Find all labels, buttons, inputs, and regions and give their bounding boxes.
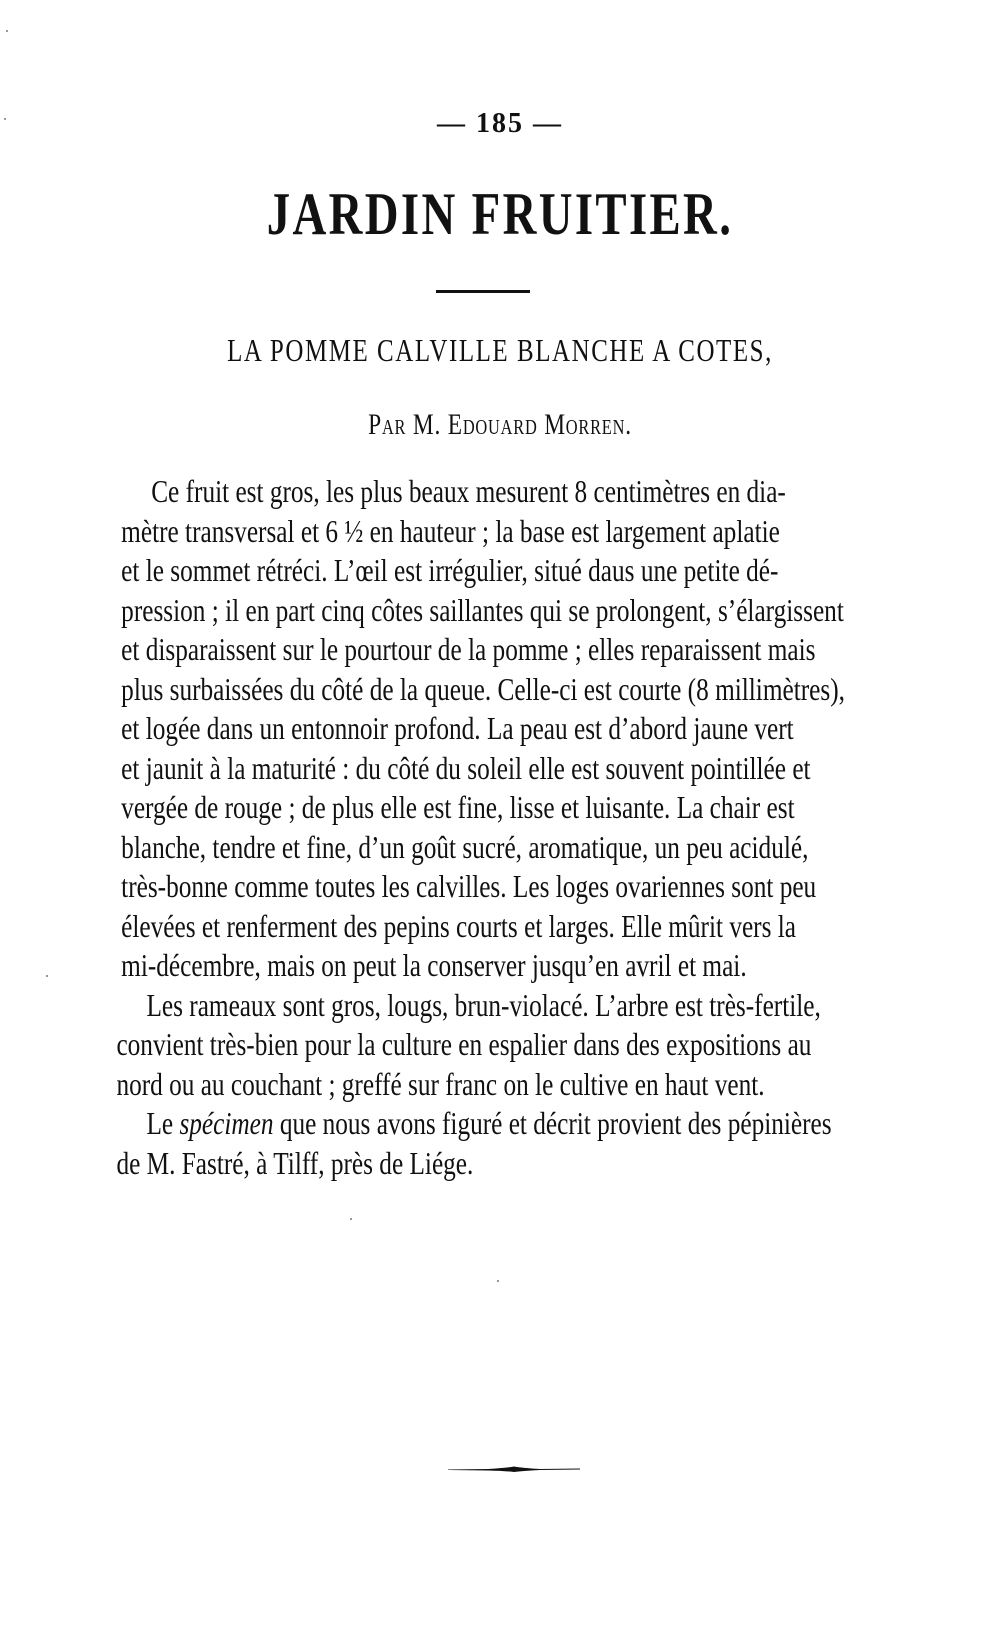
- text-line: Les rameaux sont gros, lougs, brun-violacé. L’arbre est très-fertile,: [146, 986, 821, 1023]
- text-line: nord ou au couchant ; greffé sur franc on le cultive en haut vent.: [116, 1065, 765, 1102]
- text-line: et jaunit à la maturité : du côté du soleil elle est souvent pointillée et: [121, 749, 811, 786]
- text-line: et logée dans un entonnoir profond. La peau est d’abord jaune vert: [121, 710, 794, 746]
- text-fragment: Le: [146, 1105, 180, 1141]
- text-line: vergée de rouge ; de plus elle est fine, lisse et luisante. La chair est: [121, 789, 795, 825]
- text-line: de M. Fastré, à Tilff, près de Liége.: [116, 1144, 474, 1181]
- paragraph-tree: [88, 986, 886, 1105]
- page-number: — 185 —: [437, 108, 563, 139]
- title-rule: [436, 290, 530, 293]
- paragraph-specimen: [88, 1104, 886, 1183]
- paper-speck: [350, 1218, 352, 1220]
- text-line: et le sommet rétréci. L’œil est irrégulier, situé daus une petite dé-: [121, 552, 779, 588]
- text-line: convient très-bien pour la culture en espalier dans des expositions au: [116, 1026, 812, 1062]
- text-line: [88, 1104, 886, 1144]
- text-line: blanche, tendre et fine, d’un goût sucré, aromatique, un peu acidulé,: [121, 828, 809, 865]
- paper-speck: [4, 118, 6, 120]
- text-line: élevées et renferment des pepins courts et larges. Elle mûrit vers la: [121, 907, 797, 944]
- text-line: mi-décembre, mais on peut la conserver jusqu’en avril et mai.: [121, 947, 747, 983]
- article-title: LA POMME CALVILLE BLANCHE A COTES,: [227, 332, 773, 368]
- text-line: Ce fruit est gros, les plus beaux mesurent 8 centimètres en dia-: [151, 473, 786, 509]
- paper-speck: [497, 1280, 499, 1282]
- text-line: mètre transversal et 6 ½ en hauteur ; la base est largement aplatie: [121, 512, 780, 549]
- text-fragment: que nous avons figuré et décrit provient des pépinières: [273, 1105, 832, 1141]
- section-title: JARDIN FRUITIER.: [266, 181, 734, 247]
- text-line: plus surbaissées du côté de la queue. Celle-ci est courte (8 millimètres),: [121, 670, 845, 707]
- end-ornament-rule: [448, 1466, 580, 1472]
- paragraph-description: [88, 472, 886, 986]
- paper-speck: [46, 975, 48, 977]
- text-line: et disparaissent sur le pourtour de la pomme ; elles reparaissent mais: [121, 631, 816, 667]
- text-line: pression ; il en part cinq côtes saillantes qui se prolongent, s’élargissent: [121, 591, 844, 628]
- italic-term: spécimen: [179, 1105, 274, 1141]
- paper-speck: [6, 30, 8, 32]
- byline: Par M. Edouard Morren.: [368, 408, 632, 441]
- article-body: [88, 472, 886, 1183]
- text-line: très-bonne comme toutes les calvilles. Les loges ovariennes sont peu: [121, 868, 817, 904]
